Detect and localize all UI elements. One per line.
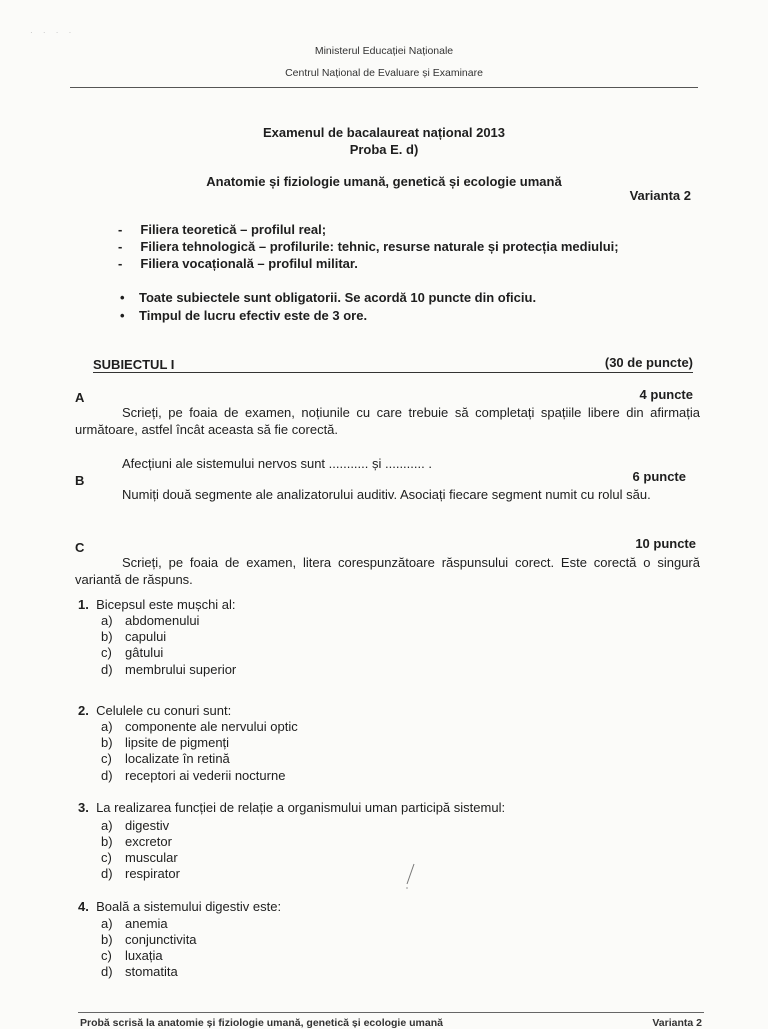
list-item: - Filiera tehnologică – profilurile: tehnic, resurse naturale și protecția mediului; <box>118 239 619 254</box>
question-stem: 1. Bicepsul este mușchi al: <box>78 597 236 612</box>
section-underline <box>93 372 693 373</box>
exam-proba: Proba E. d) <box>349 142 419 157</box>
part-c-points: 10 puncte <box>635 536 696 551</box>
answer-option: b) capului <box>101 629 167 644</box>
answer-option: a) digestiv <box>101 818 170 833</box>
answer-option: a) anemia <box>101 916 168 931</box>
footer-variant: Varianta 2 <box>652 1017 702 1029</box>
answer-option: b) lipsite de pigmenți <box>101 735 230 750</box>
answer-option: a) componente ale nervului optic <box>101 719 298 734</box>
answer-option: c) luxația <box>101 948 163 963</box>
part-b-instruction: Numiți două segmente ale analizatorului auditiv. Asociați fiecare segment numit cu rolul său. <box>122 487 651 502</box>
scan-smudge: · · · · <box>30 28 76 37</box>
part-b-label: B <box>75 473 85 488</box>
part-a-statement: Afecțiuni ale sistemului nervos sunt ........... și ........... . <box>122 456 432 471</box>
header-center: Centrul Național de Evaluare și Examinare <box>285 67 483 79</box>
exam-subject: Anatomie și fiziologie umană, genetică și ecologie umană <box>206 174 562 189</box>
answer-option: c) gâtului <box>101 645 164 660</box>
section-points: (30 de puncte) <box>604 355 693 370</box>
exam-variant: Varianta 2 <box>629 188 691 203</box>
section-title: SUBIECTUL I <box>93 357 175 372</box>
list-item: • Toate subiectele sunt obligatorii. Se acordă 10 puncte din oficiu. <box>120 290 537 305</box>
question-stem: 4. Boală a sistemului digestiv este: <box>78 899 282 914</box>
footer-divider <box>78 1012 704 1013</box>
part-a-label: A <box>75 390 85 405</box>
list-item: • Timpul de lucru efectiv este de 3 ore. <box>120 308 368 323</box>
header-divider <box>70 87 698 88</box>
answer-option: d) stomatita <box>101 964 178 979</box>
part-c-label: C <box>75 540 85 555</box>
pen-mark <box>404 862 416 890</box>
header-ministry: Ministerul Educației Naționale <box>314 45 454 57</box>
question-stem: 2. Celulele cu conuri sunt: <box>78 703 232 718</box>
answer-option: c) localizate în retină <box>101 751 230 766</box>
answer-option: d) receptori ai vederii nocturne <box>101 768 286 783</box>
footer-left: Probă scrisă la anatomie și fiziologie umană, genetică și ecologie umană <box>80 1017 443 1029</box>
list-item: - Filiera vocațională – profilul militar. <box>118 256 358 271</box>
part-a-instruction: Scrieți, pe foaia de examen, noțiunile cu care trebuie să completați spațiile libere din afirmația următoare, astfel încât aceasta să fie corectă. <box>75 405 700 437</box>
answer-option: a) abdomenului <box>101 613 200 628</box>
answer-option: b) excretor <box>101 834 172 849</box>
exam-title: Examenul de bacalaureat național 2013 <box>262 125 506 140</box>
part-b-points: 6 puncte <box>632 469 686 484</box>
question-stem: 3. La realizarea funcției de relație a organismului uman participă sistemul: <box>78 800 506 815</box>
answer-option: d) respirator <box>101 866 180 881</box>
answer-option: c) muscular <box>101 850 178 865</box>
part-a-points: 4 puncte <box>639 387 693 402</box>
answer-option: d) membrului superior <box>101 662 237 677</box>
list-item: - Filiera teoretică – profilul real; <box>118 222 327 237</box>
answer-option: b) conjunctivita <box>101 932 197 947</box>
part-c-instruction: Scrieți, pe foaia de examen, litera corespunzătoare răspunsului corect. Este corectă o singură variantă de răspuns. <box>75 555 700 587</box>
